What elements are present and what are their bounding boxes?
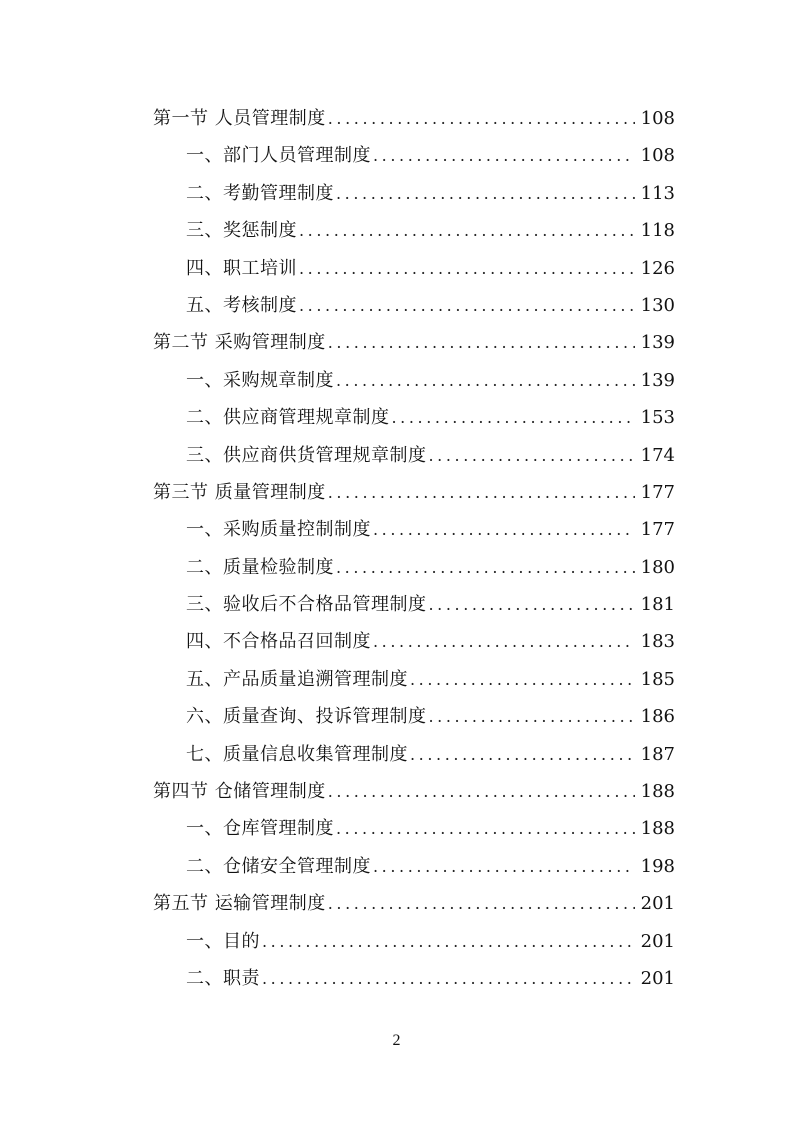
toc-entry-page: 153	[640, 407, 675, 429]
toc-dot-leader	[429, 698, 635, 735]
toc-entry[interactable]	[153, 736, 675, 773]
toc-entry[interactable]	[153, 698, 675, 735]
toc-entry-title: 一、采购规章制度	[186, 369, 334, 391]
toc-entry-page: 180	[640, 556, 675, 578]
toc-entry-page: 201	[640, 930, 675, 952]
toc-entry[interactable]	[153, 287, 675, 324]
toc-dot-leader	[429, 437, 635, 474]
toc-entry[interactable]	[153, 399, 675, 436]
toc-entry-page: 126	[640, 257, 675, 279]
toc-entry-page: 183	[640, 631, 675, 653]
toc-entry-page: 118	[640, 220, 675, 242]
toc-dot-leader	[328, 474, 635, 511]
toc-dot-leader	[299, 212, 635, 249]
toc-entry-title: 二、职责	[186, 967, 260, 989]
toc-dot-leader	[373, 137, 635, 174]
toc-entry[interactable]	[153, 474, 675, 511]
toc-entry[interactable]	[153, 250, 675, 287]
toc-entry[interactable]	[153, 960, 675, 997]
toc-entry[interactable]	[153, 324, 675, 361]
toc-dot-leader	[410, 736, 635, 773]
toc-entry-title: 六、质量查询、投诉管理制度	[186, 706, 427, 728]
toc-entry-title: 五、产品质量追溯管理制度	[186, 668, 408, 690]
toc-entry-page: 108	[640, 145, 675, 167]
toc-entry-title: 二、供应商管理规章制度	[186, 407, 390, 429]
toc-dot-leader	[299, 250, 635, 287]
toc-entry[interactable]	[153, 586, 675, 623]
toc-dot-leader	[373, 623, 635, 660]
toc-dot-leader	[262, 960, 635, 997]
toc-entry-page: 130	[640, 294, 675, 316]
toc-entry-page: 177	[640, 481, 675, 503]
toc-entry-page: 181	[640, 594, 675, 616]
toc-entry-page: 201	[640, 967, 675, 989]
toc-entry[interactable]	[153, 810, 675, 847]
toc-dot-leader	[336, 549, 635, 586]
toc-entry-title: 七、质量信息收集管理制度	[186, 743, 408, 765]
toc-entry-page: 177	[640, 519, 675, 541]
toc-entry[interactable]	[153, 362, 675, 399]
toc-entry-page: 139	[640, 332, 675, 354]
toc-dot-leader	[373, 511, 635, 548]
toc-entry-title: 五、考核制度	[186, 294, 297, 316]
toc-entry-title: 二、仓储安全管理制度	[186, 855, 371, 877]
toc-entry-title: 一、部门人员管理制度	[186, 145, 371, 167]
toc-entry[interactable]	[153, 885, 675, 922]
toc-entry[interactable]	[153, 137, 675, 174]
toc-entry-title: 一、目的	[186, 930, 260, 952]
toc-entry-title: 一、仓库管理制度	[186, 818, 334, 840]
toc-entry[interactable]	[153, 511, 675, 548]
toc-entry[interactable]	[153, 212, 675, 249]
table-of-contents	[153, 100, 675, 997]
toc-entry-page: 188	[640, 818, 675, 840]
toc-dot-leader	[328, 324, 635, 361]
toc-entry-title: 二、考勤管理制度	[186, 182, 334, 204]
page-number: 2	[392, 1032, 401, 1049]
toc-entry[interactable]	[153, 661, 675, 698]
toc-entry-title: 四、职工培训	[186, 257, 297, 279]
toc-entry-page: 201	[640, 893, 675, 915]
toc-entry-title: 第五节 运输管理制度	[153, 893, 326, 915]
toc-entry-title: 第一节 人员管理制度	[153, 108, 326, 129]
toc-entry-page: 113	[640, 182, 675, 204]
toc-dot-leader	[328, 885, 635, 922]
toc-entry[interactable]	[153, 549, 675, 586]
toc-entry-title: 三、奖惩制度	[186, 220, 297, 242]
toc-dot-leader	[328, 773, 635, 810]
toc-dot-leader	[429, 586, 635, 623]
toc-entry-title: 第三节 质量管理制度	[153, 481, 326, 503]
toc-entry-page: 187	[640, 743, 675, 765]
toc-entry-page: 185	[640, 668, 675, 690]
toc-entry[interactable]	[153, 175, 675, 212]
toc-entry-title: 三、验收后不合格品管理制度	[186, 594, 427, 616]
toc-entry[interactable]	[153, 100, 675, 137]
toc-dot-leader	[336, 362, 635, 399]
toc-dot-leader	[328, 100, 635, 137]
toc-entry[interactable]	[153, 773, 675, 810]
toc-entry-page: 198	[640, 855, 675, 877]
toc-entry-page: 174	[640, 444, 675, 466]
toc-entry-title: 第二节 采购管理制度	[153, 332, 326, 354]
toc-dot-leader	[336, 175, 635, 212]
toc-dot-leader	[410, 661, 635, 698]
toc-entry[interactable]	[153, 623, 675, 660]
toc-entry-page: 186	[640, 706, 675, 728]
toc-entry-title: 三、供应商供货管理规章制度	[186, 444, 427, 466]
toc-dot-leader	[336, 810, 635, 847]
toc-entry-page: 108	[640, 108, 675, 129]
toc-entry-title: 四、不合格品召回制度	[186, 631, 371, 653]
toc-entry-page: 188	[640, 781, 675, 803]
toc-entry[interactable]	[153, 848, 675, 885]
toc-dot-leader	[262, 923, 635, 960]
toc-entry-title: 第四节 仓储管理制度	[153, 781, 326, 803]
toc-entry-title: 一、采购质量控制制度	[186, 519, 371, 541]
toc-entry-page: 139	[640, 369, 675, 391]
toc-entry[interactable]	[153, 437, 675, 474]
toc-entry-title: 二、质量检验制度	[186, 556, 334, 578]
toc-dot-leader	[392, 399, 635, 436]
toc-dot-leader	[299, 287, 635, 324]
toc-entry[interactable]	[153, 923, 675, 960]
toc-dot-leader	[373, 848, 635, 885]
